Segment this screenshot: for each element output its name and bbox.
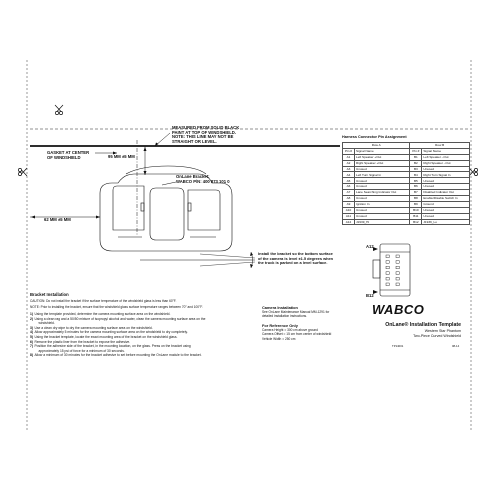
step-number: 2)	[30, 316, 33, 321]
callout-line: GASKET AT CENTER	[47, 150, 90, 155]
step-number: 7)	[30, 344, 33, 349]
callout-line: STRAIGHT OR LEVEL.	[172, 138, 217, 144]
step-text: Position the adhesive side of the bracket, in the mounting location, on the glass. Press on the bracket using	[34, 344, 191, 349]
step-text: Allow a minimum of 30 minutes for the bracket adhesive to set before mounting the OnLane module to the bracket.	[34, 353, 202, 358]
reference-text	[262, 328, 331, 341]
pin-a-cell: A12	[343, 219, 355, 225]
camera-title: Camera Installation	[262, 305, 298, 310]
row-b-header: Row B	[410, 143, 470, 149]
connector-pin	[386, 261, 389, 264]
connector-pin	[386, 283, 389, 286]
install-caution: CAUTION: Do not install the bracket if the surface temperature of the windshield glass is less than 60°F.	[30, 299, 177, 303]
connector-pin	[396, 272, 399, 275]
connector-pin	[396, 283, 399, 286]
wabco-logo: WABCO	[372, 302, 425, 317]
signal-b-cell: Unused	[422, 184, 470, 190]
callout-line: MEASURED FROM SOLID BLACK	[172, 125, 240, 130]
pin-b-cell: B3	[410, 166, 422, 172]
camera-line: See OnLane Maintenance Manual MM-1291 for	[262, 310, 330, 314]
step-text: Using the template provided, determine the camera mounting surface area on the windshield.	[34, 312, 171, 316]
reference-line: Camera Height = 300 cm above ground	[262, 328, 318, 332]
connector-pin	[386, 272, 389, 275]
pin-header: Pin #	[410, 148, 422, 154]
signal-a-cell: J1939_Hi	[355, 219, 410, 225]
install-step	[30, 353, 290, 357]
callout-line: NOTE: THIS LINE MAY NOT BE	[172, 134, 234, 140]
signal-header: Signal Name	[422, 148, 470, 154]
document-date: 08-14	[452, 344, 460, 348]
dimension-95-label: 95 MM ±5 MM	[108, 154, 135, 159]
signal-b-cell: Ground	[422, 201, 470, 207]
signal-a-cell: Lane Searching Indicator Out	[355, 190, 410, 196]
camera-line: detailed installation instructions.	[262, 314, 308, 319]
reference-line: Camera Offset = 15 cm from center of windshield	[262, 332, 332, 337]
signal-b-cell: Unused	[422, 213, 470, 219]
pin-b-cell: B2	[410, 160, 422, 166]
connector-label-b12: B12	[366, 293, 374, 298]
signal-b-cell: Unused	[422, 207, 470, 213]
pin-a-cell: A2	[343, 160, 355, 166]
pin-b-cell: B11	[410, 213, 422, 219]
step-number: 8)	[30, 353, 33, 358]
pin-b-cell: B5	[410, 178, 422, 184]
bracket-callout	[176, 175, 230, 184]
signal-a-cell: Left Turn Signal In	[355, 172, 410, 178]
step-text: Using a clean rag and a 50/50 mixture of isopropyl alcohol and water, clean the camera mounting surface area on the	[34, 316, 206, 321]
vehicle-name: Western Star Phantom	[424, 329, 461, 333]
reference-title: For Reference Only	[262, 323, 298, 328]
step-number: 6)	[30, 339, 33, 344]
signal-a-cell: Unused	[355, 207, 410, 213]
signal-b-cell: Unused	[422, 166, 470, 172]
scissors-icon	[18, 168, 27, 176]
install-title: Bracket Installation	[30, 292, 69, 297]
measured-callout	[172, 126, 292, 144]
pin-a-cell: A9	[343, 201, 355, 207]
step-text: Allow approximately 5 minutes for the camera mounting surface area on the windshield to dry completely.	[34, 330, 188, 335]
connector-pin	[386, 277, 389, 280]
signal-a-cell: Right Speaker +Out	[355, 160, 410, 166]
pin-assignment-table	[342, 142, 470, 225]
step-number: 4)	[30, 330, 33, 335]
signal-a-cell: Unused	[355, 184, 410, 190]
pin-a-cell: A5	[343, 178, 355, 184]
pin-b-cell: B7	[410, 190, 422, 196]
signal-b-cell: Right Turn Signal In	[422, 172, 470, 178]
pin-b-cell: B4	[410, 172, 422, 178]
document-number: TP14001	[392, 344, 404, 348]
pin-a-cell: A10	[343, 207, 355, 213]
signal-b-cell: Left Speaker –Out	[422, 154, 470, 160]
callout-line: of the camera is level ±1.5 degrees when	[258, 255, 334, 261]
pin-a-cell: A11	[343, 213, 355, 219]
connector-pin	[396, 255, 399, 258]
pin-a-cell: A7	[343, 190, 355, 196]
connector-pin	[386, 255, 389, 258]
pin-b-cell: B10	[410, 207, 422, 213]
connector-pin	[396, 277, 399, 280]
windshield-type: Two-Piece Curved Windshield	[413, 334, 461, 338]
signal-b-cell: Enable/Disable Switch In	[422, 196, 470, 202]
reference-line: Vehicle Width = 250 cm	[262, 336, 296, 341]
connector-label-a12: A12	[366, 244, 374, 249]
install-note: NOTE: Prior to installing the bracket, ensure that the windshield glass surface temperature ranges between 70° and 100°F.	[30, 305, 203, 309]
connector-pin	[396, 261, 399, 264]
harness-connector	[373, 244, 410, 296]
scissors-icon	[469, 168, 478, 176]
connector-pins	[386, 255, 399, 286]
pin-b-cell: B8	[410, 196, 422, 202]
row-a-header: Row A	[343, 143, 410, 149]
connector-pin	[396, 266, 399, 269]
pin-b-cell: B1	[410, 154, 422, 160]
pin-a-cell: A3	[343, 166, 355, 172]
step-number: 1)	[30, 312, 33, 316]
callout-line: Install the bracket so the bottom surface	[258, 251, 333, 256]
camera-text	[262, 310, 329, 319]
signal-b-cell: Disabled Indicator Out	[422, 190, 470, 196]
step-text: Remove the plastic liner from the bracket to expose the adhesive.	[34, 339, 131, 344]
signal-b-cell: Unused	[422, 178, 470, 184]
signal-a-cell: Unused	[355, 196, 410, 202]
step-text: Use a clean dry wipe to dry the camera mounting surface area on the windshield.	[34, 325, 153, 330]
template-title: OnLane® Installation Template	[385, 322, 461, 328]
step-number: 3)	[30, 325, 33, 330]
signal-a-cell: Ignition In	[355, 201, 410, 207]
pin-a-cell: A8	[343, 196, 355, 202]
signal-a-cell: Unused	[355, 166, 410, 172]
gasket-callout	[47, 151, 89, 160]
table-title: Harness Connector Pin Assignment	[342, 135, 407, 139]
pin-a-cell: A4	[343, 172, 355, 178]
pin-b-cell: B12	[410, 219, 422, 225]
pin-a-cell: A6	[343, 184, 355, 190]
pin-b-cell: B9	[410, 201, 422, 207]
callout-line: OnLane Bracket:	[176, 174, 210, 179]
step-text: approximately 15 psi of force for a minimum of 30 seconds.	[38, 348, 125, 353]
callout-line: WABCO P/N: 400 873 101 0	[176, 178, 230, 184]
pin-header: Pin #	[343, 148, 355, 154]
callout-line: OF WINDSHIELD	[47, 154, 81, 160]
table-row	[343, 219, 470, 225]
signal-a-cell: Unused	[355, 178, 410, 184]
pin-a-cell: A1	[343, 154, 355, 160]
signal-b-cell: J1939_Lo	[422, 219, 470, 225]
callout-line: PAINT AT TOP OF WINDSHIELD.	[172, 129, 236, 135]
scissors-icon	[55, 105, 63, 115]
pin-b-cell: B6	[410, 184, 422, 190]
callout-line: the truck is parked on a level surface.	[258, 260, 328, 266]
step-text: Using the bracket template, locate the exact mounting area of the bracket on the windshield glass.	[34, 335, 178, 339]
signal-header: Signal Name	[355, 148, 410, 154]
step-text: windshield.	[38, 321, 55, 326]
signal-a-cell: Unused	[355, 213, 410, 219]
signal-a-cell: Left Speaker +Out	[355, 154, 410, 160]
step-number: 5)	[30, 335, 33, 339]
connector-pin	[386, 266, 389, 269]
dimension-62-label: 62 MM ±5 MM	[44, 217, 71, 222]
signal-b-cell: Right Speaker –Out	[422, 160, 470, 166]
level-callout	[258, 252, 358, 266]
